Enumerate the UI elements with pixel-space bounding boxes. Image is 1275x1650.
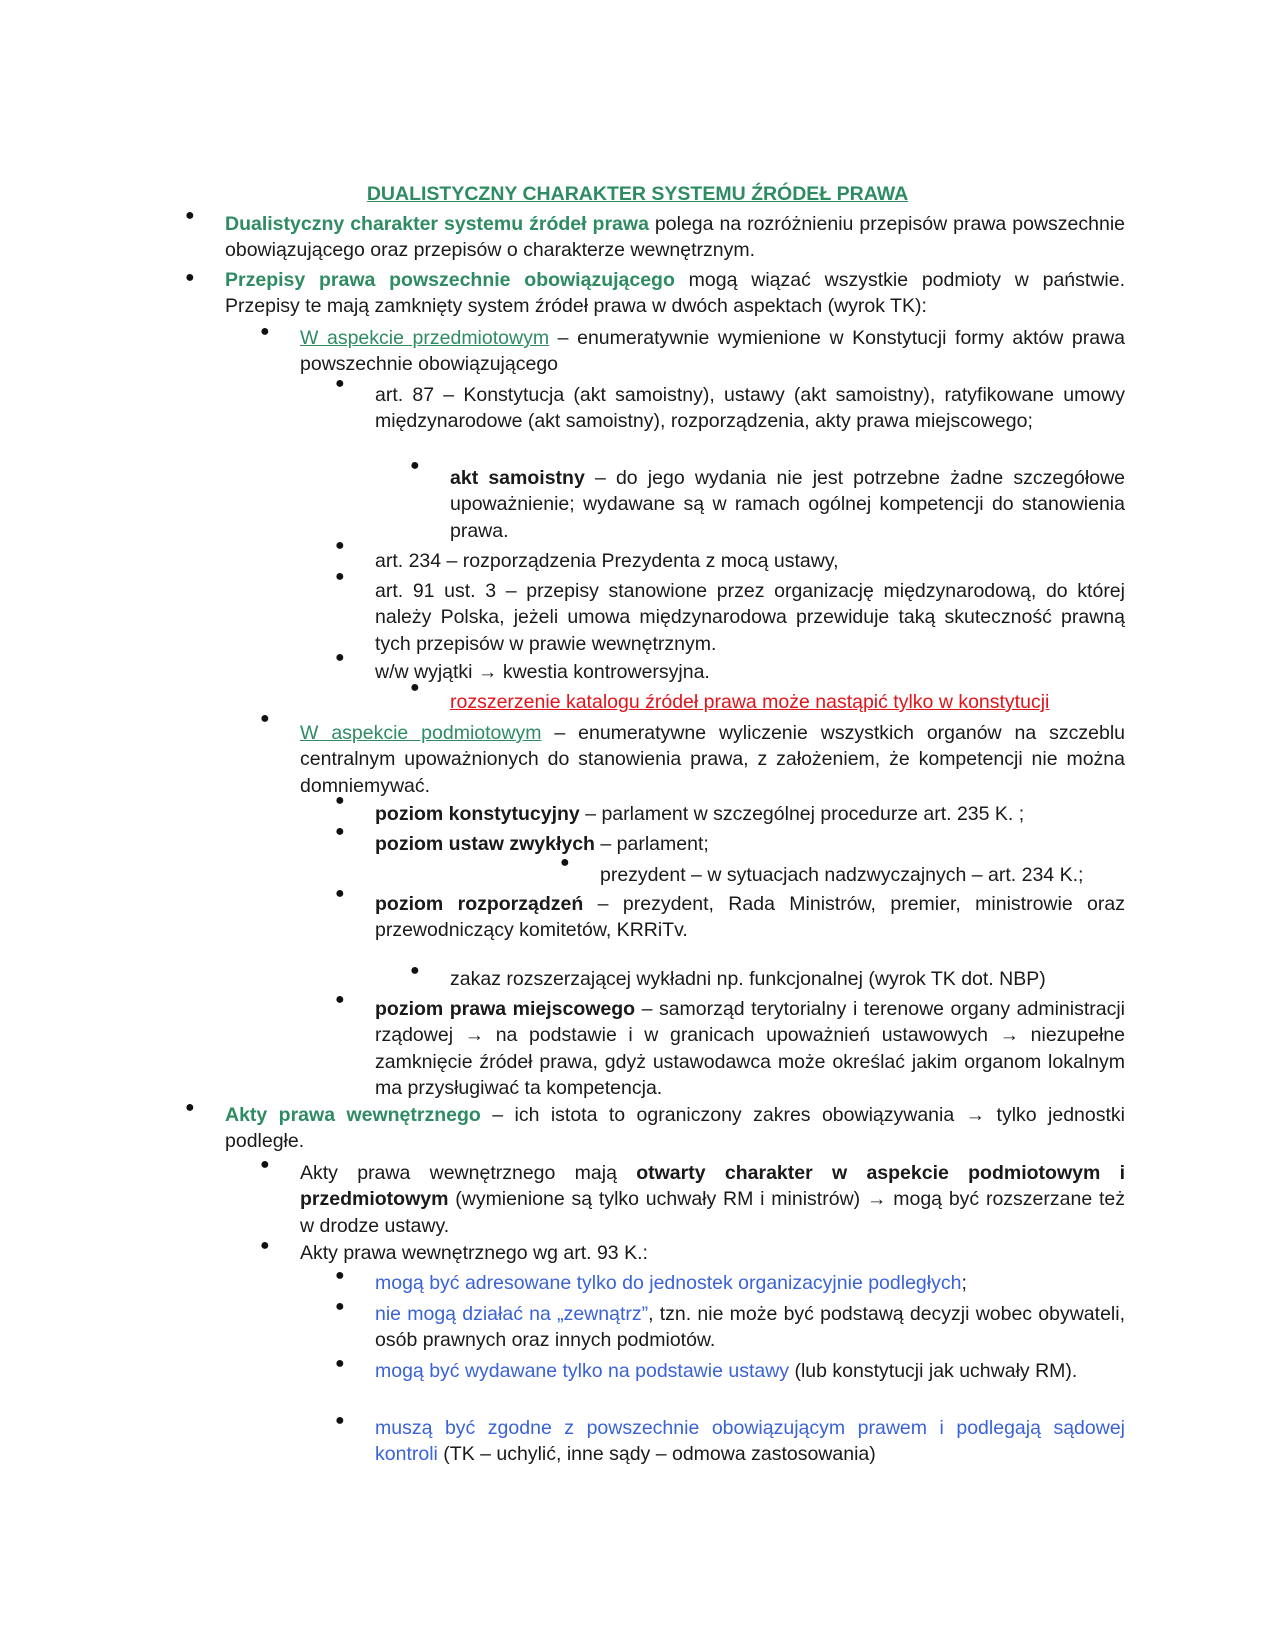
list-item	[300, 1160, 1125, 1239]
highlight-blue-text: mogą być adresowane tylko do jednostek organizacyjnie podległych	[375, 1272, 962, 1294]
term-link: W aspekcie podmiotowym	[300, 722, 542, 744]
list-item	[375, 1415, 1125, 1468]
list-item	[375, 1270, 1125, 1296]
bullet-icon: ●	[335, 1298, 345, 1315]
item-text: – parlament;	[594, 833, 709, 855]
term-bold: poziom konstytucyjny	[375, 803, 580, 825]
item-text: – prezydent, Rada Ministrów, premier, ministrowie oraz przewodniczący komitetów, KRRiTv.	[375, 893, 1125, 942]
item-text: (wymienione są tylko uchwały RM i ministrów) → mogą być rozszerzane też w drodze ustawy.	[300, 1188, 1125, 1237]
item-text: zakaz rozszerzającej wykładni np. funkcjonalnej (wyrok TK dot. NBP)	[450, 968, 1046, 990]
page-title: DUALISTYCZNY CHARAKTER SYSTEMU ŹRÓDEŁ PRAWA	[366, 183, 909, 205]
bullet-icon: ●	[260, 323, 270, 340]
highlight-red-text: rozszerzenie katalogu źródeł prawa może nastąpić tylko w konstytucji	[450, 691, 1050, 713]
list-item	[450, 465, 1125, 544]
item-text: prezydent – w sytuacjach nadzwyczajnych – art. 234 K.;	[600, 864, 1084, 886]
list-item	[300, 1240, 1125, 1266]
bullet-icon: ●	[335, 792, 345, 809]
highlight-blue-text: muszą być zgodne z powszechnie obowiązującym prawem i podlegają sądowej kontroli	[375, 1417, 1125, 1466]
list-item	[375, 831, 1125, 857]
item-text: ;	[961, 1272, 967, 1294]
bullet-icon: ●	[185, 269, 195, 286]
bullet-icon: ●	[185, 1099, 195, 1116]
item-text: art. 87 – Konstytucja (akt samoistny), ustawy (akt samoistny), ratyfikowane umowy międzynarodowe (akt samoistny), rozporządzenia, akty prawa miejscowego;	[375, 384, 1125, 433]
bullet-icon: ●	[335, 568, 345, 585]
term-highlight: Akty prawa wewnętrznego	[225, 1104, 481, 1126]
bullet-icon: ●	[335, 1412, 345, 1429]
list-item	[300, 325, 1125, 378]
bullet-icon: ●	[410, 962, 420, 979]
item-text: (TK – uchylić, inne sądy – odmowa zastosowania)	[437, 1443, 876, 1466]
bullet-icon: ●	[560, 854, 570, 871]
list-item	[375, 996, 1125, 1102]
list-item	[225, 267, 1125, 320]
bullet-icon: ●	[335, 1267, 345, 1284]
bullet-icon: ●	[335, 823, 345, 840]
term-bold: poziom prawa miejscowego	[375, 998, 636, 1020]
item-text: – samorząd terytorialny i terenowe organy administracji rządowej → na podstawie i w granicach upoważnień ustawowych → niezupełne zamknięcie źródeł prawa, gdyż ustawodawca może określać jakim organom lokalnym ma przysługiwać ta kompetencja.	[375, 998, 1126, 1100]
list-item	[375, 1358, 1125, 1384]
list-item	[375, 659, 1125, 685]
item-text: – parlament w szczególnej procedurze art. 235 K. ;	[579, 803, 1025, 825]
item-text: , tzn. nie może być podstawą decyzji wobec obywateli, osób prawnych oraz innych podmiotów.	[375, 1303, 1125, 1352]
list-item	[225, 1102, 1125, 1155]
list-item	[375, 382, 1125, 435]
term-bold: otwarty charakter w aspekcie podmiotowym i przedmiotowym	[300, 1162, 1126, 1211]
bullet-icon: ●	[260, 1156, 270, 1173]
item-text: polega na rozróżnieniu przepisów prawa powszechnie obowiązującego oraz przepisów o charakterze wewnętrznym.	[225, 213, 1126, 262]
item-text: Akty prawa wewnętrznego wg art. 93 K.:	[300, 1242, 648, 1264]
list-item	[375, 1301, 1125, 1354]
list-item	[300, 720, 1125, 799]
bullet-icon: ●	[335, 1355, 345, 1372]
item-text: – do jego wydania nie jest potrzebne żadne szczegółowe upoważnienie; wydawane są w ramach ogólnej kompetencji do stanowienia prawa.	[450, 467, 1125, 542]
list-item	[225, 211, 1125, 264]
list-item	[375, 891, 1125, 944]
bullet-icon: ●	[335, 991, 345, 1008]
list-item	[375, 801, 1125, 827]
list-item	[450, 689, 1125, 715]
highlight-blue-text: nie mogą działać na „zewnątrz”	[375, 1303, 649, 1325]
item-text: mogą wiązać wszystkie podmioty w państwie. Przepisy te mają zamknięty system źródeł prawa w dwóch aspektach (wyrok TK):	[225, 269, 1125, 318]
term-bold: akt samoistny	[450, 467, 585, 489]
bullet-icon: ●	[410, 679, 420, 696]
term-link: W aspekcie przedmiotowym	[300, 327, 550, 349]
term-bold: poziom rozporządzeń	[375, 893, 584, 915]
item-text: – enumeratywne wyliczenie wszystkich organów na szczeblu centralnym upoważnionych do stanowienia prawa, z założeniem, że kompetencji nie można domniemywać.	[300, 722, 1125, 797]
item-text: Akty prawa wewnętrznego mają	[300, 1162, 637, 1184]
bullet-icon: ●	[335, 375, 345, 392]
term-highlight: Przepisy prawa powszechnie obowiązującego	[225, 269, 675, 291]
bullet-icon: ●	[335, 649, 345, 666]
item-text: art. 91 ust. 3 – przepisy stanowione przez organizację międzynarodową, do której należy Polska, jeżeli umowa międzynarodowa przewiduje taką skuteczność prawną tych przepisów w prawie wewnętrznym.	[375, 580, 1125, 655]
item-text: (lub konstytucji jak uchwały RM).	[789, 1360, 1078, 1382]
list-item	[375, 578, 1125, 657]
list-item	[375, 548, 1125, 574]
item-text: – enumeratywnie wymienione w Konstytucji formy aktów prawa powszechnie obowiązującego	[300, 327, 1126, 376]
item-text: w/w wyjątki → kwestia kontrowersyjna.	[375, 661, 710, 683]
bullet-icon: ●	[335, 885, 345, 902]
bullet-icon: ●	[410, 457, 420, 474]
term-bold: poziom ustaw zwykłych	[375, 833, 595, 855]
bullet-icon: ●	[335, 537, 345, 554]
item-text: – ich istota to ograniczony zakres obowiązywania → tylko jednostki podległe.	[225, 1104, 1125, 1153]
item-text: art. 234 – rozporządzenia Prezydenta z mocą ustawy,	[375, 550, 839, 572]
highlight-blue-text: mogą być wydawane tylko na podstawie ustawy	[375, 1360, 790, 1382]
term-highlight: Dualistyczny charakter systemu źródeł prawa	[225, 213, 649, 235]
list-item	[450, 966, 1125, 992]
bullet-icon: ●	[185, 207, 195, 224]
bullet-icon: ●	[260, 1237, 270, 1254]
list-item	[600, 862, 1125, 888]
bullet-icon: ●	[260, 710, 270, 727]
